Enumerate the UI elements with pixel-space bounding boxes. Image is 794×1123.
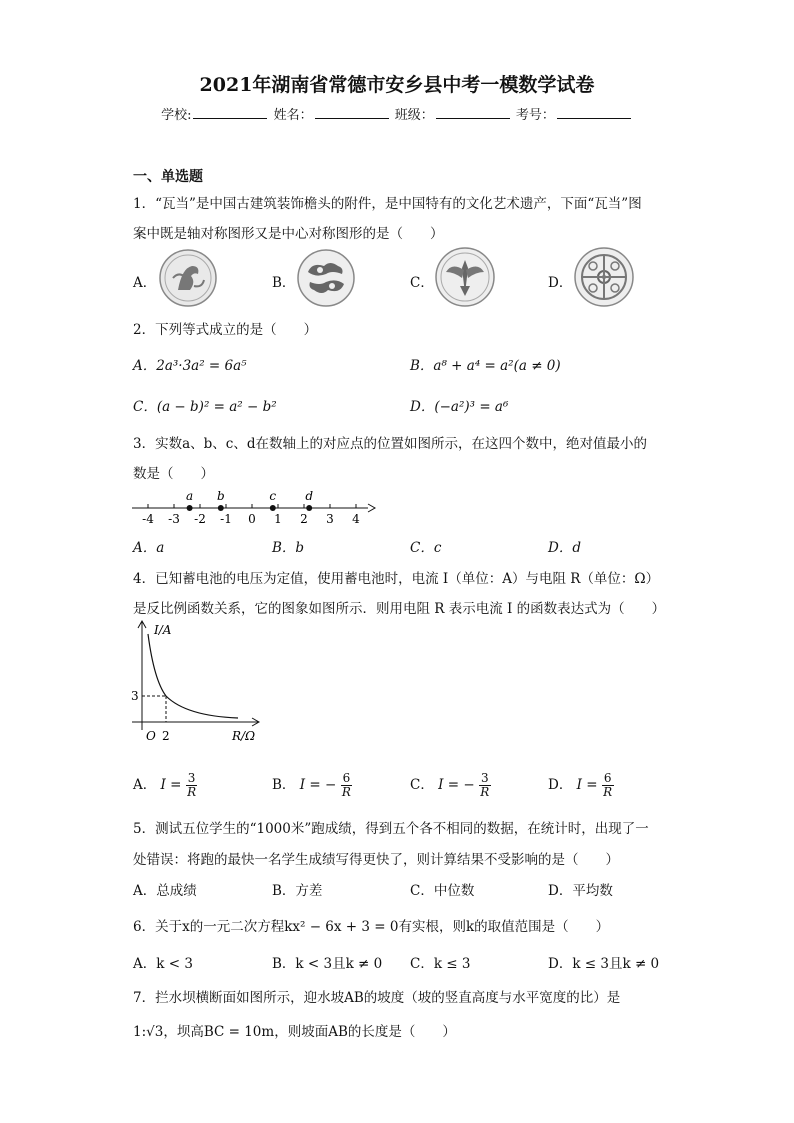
point-c <box>270 505 276 511</box>
q4-d-lhs: I = <box>576 777 598 793</box>
q3-line2: 数是（ ） <box>133 466 214 482</box>
x-mark-label: 2 <box>162 729 170 743</box>
student-info-line <box>0 104 794 123</box>
q5-line1: 5．测试五位学生的“1000米”跑成绩，得到五个各不相同的数据，在统计时，出现了一 <box>133 821 649 837</box>
q2-option-b[interactable]: B．a⁸ + a⁴ = a²(a ≠ 0) <box>410 358 561 374</box>
q7-line2: 1:√3，坝高BC = 10m，则坡面AB的长度是（ ） <box>133 1024 456 1040</box>
q7-line1: 7．拦水坝横断面如图所示，迎水坡AB的坡度（坡的竖直高度与水平宽度的比）是 <box>133 990 621 1006</box>
q4-a-den: R <box>187 785 197 799</box>
q1-option-a[interactable]: A． <box>133 275 157 291</box>
tile-bird-icon <box>158 248 218 308</box>
class-blank[interactable] <box>436 106 510 119</box>
number-line <box>128 484 378 526</box>
school-blank[interactable] <box>193 106 267 119</box>
q4-line1: 4．已知蓄电池的电压为定值，使用蓄电池时，电流 I（单位：A）与电阻 R（单位：Ω） <box>133 571 660 587</box>
q2-option-d[interactable]: D．(−a²)³ = a⁶ <box>410 399 509 415</box>
q4-b-den: R <box>341 785 351 799</box>
q4-option-b[interactable] <box>272 772 352 799</box>
q3-option-a[interactable]: A．a <box>133 540 165 556</box>
tick-label: -4 <box>142 512 154 526</box>
tick-label: -1 <box>220 512 232 526</box>
q5-option-a[interactable]: A．总成绩 <box>133 883 197 899</box>
q4-b-num: 6 <box>342 771 351 785</box>
q4-option-d[interactable] <box>548 772 614 799</box>
q2-option-a[interactable]: A．2a³·3a² = 6a⁵ <box>133 358 247 374</box>
name-blank[interactable] <box>315 106 389 119</box>
q4-c-fraction <box>479 772 491 799</box>
exam-no-label: 考号： <box>515 108 555 123</box>
q5-option-c[interactable]: C．中位数 <box>410 883 475 899</box>
inverse-graph <box>128 618 268 748</box>
tick-label: 4 <box>352 512 360 526</box>
q6-stem: 6．关于x的一元二次方程kx² − 6x + 3 = 0有实根，则k的取值范围是（ ） <box>133 919 610 935</box>
q5-option-d[interactable]: D．平均数 <box>548 883 613 899</box>
q6-option-c[interactable]: C．k ≤ 3 <box>410 956 471 972</box>
tile-geometric-icon <box>573 246 635 308</box>
q5-line2: 处错误：将跑的最快一名学生成绩写得更快了，则计算结果不受影响的是（ ） <box>133 852 619 868</box>
page-title: 2021年湖南省常德市安乡县中考一模数学试卷 <box>199 74 595 96</box>
q4-d-prefix: D． <box>548 777 573 793</box>
point-b <box>218 505 224 511</box>
q3-option-d[interactable]: D．d <box>548 540 581 556</box>
q4-c-prefix: C． <box>410 777 434 793</box>
q5-option-b[interactable]: B．方差 <box>272 883 323 899</box>
q4-b-fraction <box>341 772 353 799</box>
q3-option-b[interactable]: B．b <box>272 540 305 556</box>
q4-d-den: R <box>603 785 613 799</box>
q1-option-d[interactable]: D． <box>548 275 573 291</box>
tile-phoenix-icon <box>434 246 496 308</box>
q1-line1: 1．“瓦当”是中国古建筑装饰檐头的附件，是中国特有的文化艺术遗产，下面“瓦当”图 <box>133 196 642 212</box>
point-label-b: b <box>216 489 225 503</box>
tile-cloud-icon <box>296 248 356 308</box>
q4-c-lhs: I = − <box>438 777 475 793</box>
q4-option-a[interactable] <box>133 772 197 799</box>
x-axis-label: R/Ω <box>232 729 256 743</box>
y-mark-label: 3 <box>131 689 139 703</box>
q1-line2: 案中既是轴对称图形又是中心对称图形的是（ ） <box>133 226 444 242</box>
q1-option-c[interactable]: C． <box>410 275 434 291</box>
q4-b-lhs: I = − <box>299 777 337 793</box>
q4-a-prefix: A． <box>133 777 157 793</box>
q6-option-a[interactable]: A．k < 3 <box>133 956 193 972</box>
point-label-a: a <box>186 489 194 503</box>
hyperbola-curve <box>148 634 238 718</box>
origin-label: O <box>146 729 156 743</box>
q1-option-b[interactable]: B． <box>272 275 296 291</box>
tick-label: 0 <box>248 512 256 526</box>
school-label: 学校: <box>161 108 192 123</box>
class-label: 班级： <box>394 108 434 123</box>
point-label-d: d <box>305 489 314 503</box>
tick-label: -2 <box>194 512 206 526</box>
q4-c-den: R <box>480 785 490 799</box>
q4-option-c[interactable] <box>410 772 491 799</box>
q2-option-c[interactable]: C．(a − b)² = a² − b² <box>133 399 277 415</box>
name-label: 姓名： <box>273 108 313 123</box>
point-a <box>187 505 193 511</box>
number-line-arrow <box>368 504 375 512</box>
q4-line2: 是反比例函数关系，它的图象如图所示．则用电阻 R 表示电流 I 的函数表达式为（ ） <box>133 601 666 617</box>
exam-no-blank[interactable] <box>557 106 631 119</box>
y-axis-label: I/A <box>154 623 172 637</box>
q4-d-fraction <box>602 772 614 799</box>
point-d <box>306 505 312 511</box>
q3-option-c[interactable]: C．c <box>410 540 442 556</box>
point-label-c: c <box>269 489 277 503</box>
q4-b-prefix: B． <box>272 777 296 793</box>
q2-stem: 2．下列等式成立的是（ ） <box>133 322 318 338</box>
q6-option-b[interactable]: B．k < 3且k ≠ 0 <box>272 956 383 972</box>
q4-a-lhs: I = <box>160 777 182 793</box>
tick-label: 1 <box>274 512 282 526</box>
tick-label: 2 <box>300 512 308 526</box>
tick-label: -3 <box>168 512 180 526</box>
q6-option-d[interactable]: D．k ≤ 3且k ≠ 0 <box>548 956 660 972</box>
q4-d-num: 6 <box>603 771 612 785</box>
q4-c-num: 3 <box>480 771 489 785</box>
section-heading: 一、单选题 <box>133 169 203 185</box>
q3-line1: 3．实数a、b、c、d在数轴上的对应点的位置如图所示，在这四个数中，绝对值最小的 <box>133 436 647 452</box>
tick-label: 3 <box>326 512 334 526</box>
q4-a-num: 3 <box>187 771 196 785</box>
q4-a-fraction <box>186 772 198 799</box>
